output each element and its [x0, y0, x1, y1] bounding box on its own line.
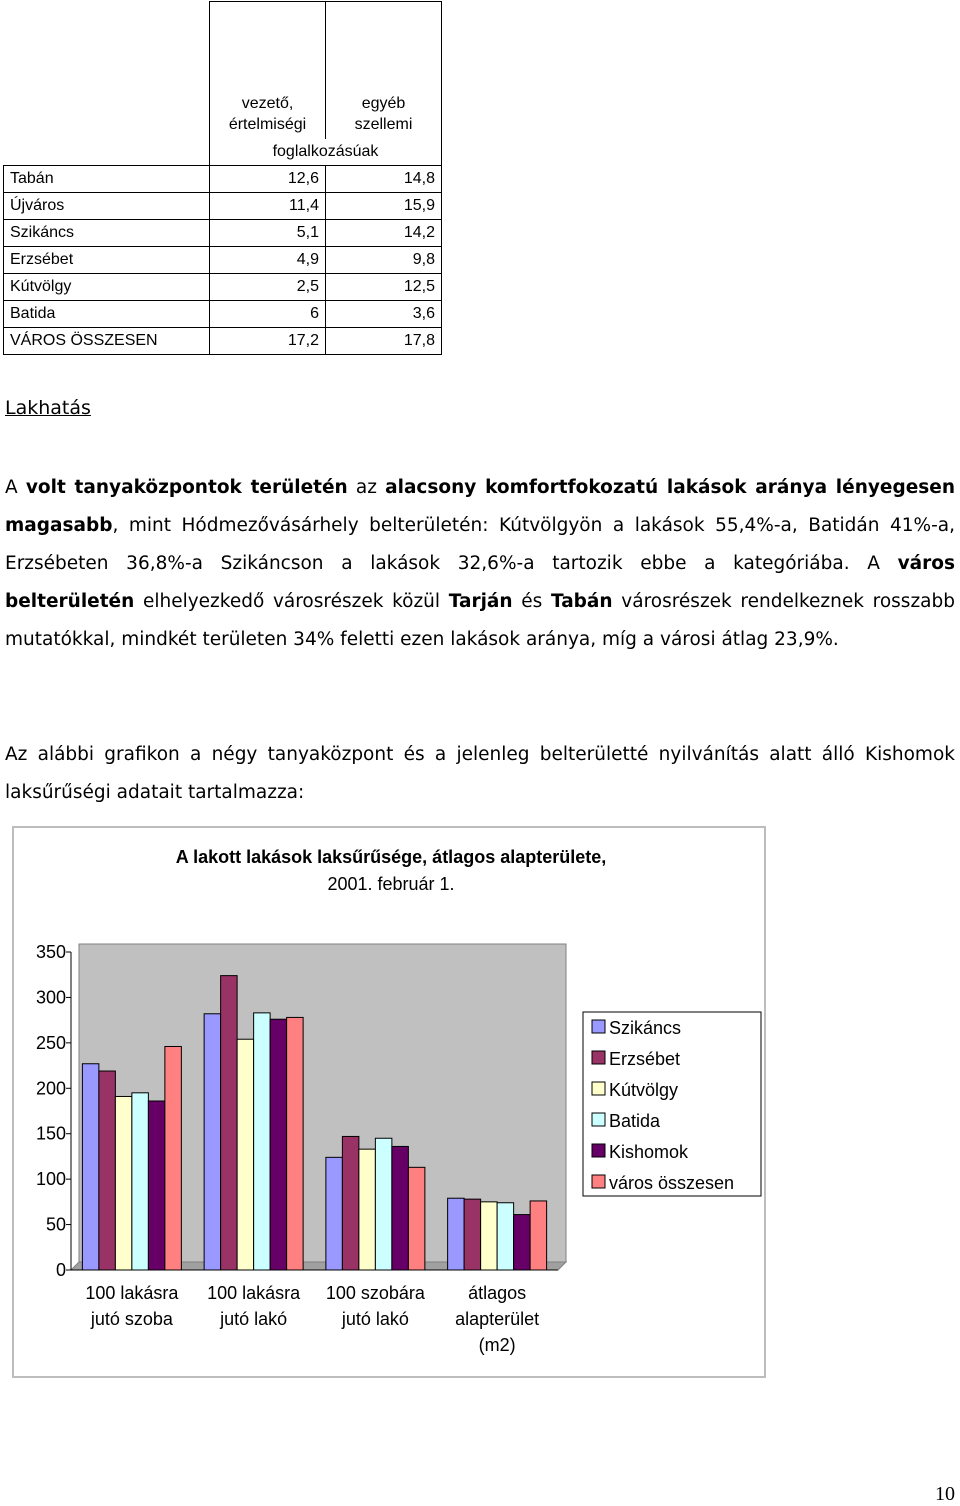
bold-text: Tarján	[448, 591, 513, 612]
x-category-label: átlagos alapterület (m2)	[455, 1283, 540, 1355]
bar-város-összesen	[408, 1167, 425, 1270]
row-name: Újváros	[4, 193, 210, 220]
bar-kútvölgy	[481, 1202, 498, 1270]
row-value-1: 17,2	[210, 328, 326, 355]
bar-kishomok	[392, 1146, 409, 1270]
text-run: A	[5, 477, 26, 498]
row-value-1: 4,9	[210, 247, 326, 274]
bar-erzsébet	[342, 1136, 359, 1270]
bar-batida	[375, 1138, 392, 1270]
y-tick-label: 150	[35, 1123, 66, 1144]
bar-város-összesen	[530, 1201, 547, 1270]
legend-swatch	[592, 1144, 605, 1157]
legend-label: Kishomok	[609, 1142, 689, 1162]
y-tick-label: 350	[35, 942, 66, 962]
row-name: VÁROS ÖSSZESEN	[4, 328, 210, 355]
row-value-2: 12,5	[326, 274, 442, 301]
y-tick-label: 250	[35, 1032, 66, 1053]
row-value-2: 14,2	[326, 220, 442, 247]
row-value-1: 6	[210, 301, 326, 328]
row-value-1: 11,4	[210, 193, 326, 220]
y-tick-label: 100	[35, 1169, 66, 1190]
legend-swatch	[592, 1082, 605, 1095]
section-heading: Lakhatás	[5, 397, 91, 419]
legend-label: város összesen	[609, 1173, 735, 1193]
x-category-label: 100 szobára jutó lakó	[325, 1283, 425, 1329]
row-value-1: 12,6	[210, 166, 326, 193]
header-cell-2: egyéb szellemi	[326, 2, 442, 139]
row-name: Tabán	[4, 166, 210, 193]
row-value-2: 17,8	[326, 328, 442, 355]
bar-batida	[132, 1093, 149, 1270]
bar-város-összesen	[287, 1017, 304, 1270]
row-value-2: 3,6	[326, 301, 442, 328]
bold-text: város belterületén	[5, 553, 955, 612]
text-run: városrészek rendelkeznek rosszabb mutatókkal, mindkét területen 34% feletti ezen lakások aránya, míg a városi átlag 23,9%.	[5, 591, 955, 650]
bar-kútvölgy	[359, 1149, 376, 1270]
page-number: 10	[935, 1483, 955, 1505]
bar-kishomok	[148, 1101, 165, 1270]
bar-kishomok	[514, 1215, 531, 1270]
legend-swatch	[592, 1020, 605, 1033]
bold-text: volt tanyaközpontok területén	[25, 477, 348, 498]
bar-batida	[497, 1203, 514, 1270]
y-tick-label: 200	[35, 1078, 66, 1099]
paragraph-chart-intro: Az alábbi grafikon a négy tanyaközpont és a jelenleg belterületté nyilvánítás alatt álló Kishomok laksűrűségi adatait tartalmazza:	[5, 744, 955, 803]
y-tick-label: 300	[35, 987, 66, 1008]
legend-label: Batida	[609, 1111, 661, 1131]
legend-label: Szikáncs	[609, 1018, 682, 1038]
text-run: , mint Hódmezővásárhely belterületén: Kútvölgyön a lakások 55,4%-a, Batidán 41%-a, Erzsébeten 36,8%-a Szikáncson a lakások 32,6%-a tartozik ebbe a kategóriába. A	[5, 515, 955, 574]
row-value-1: 5,1	[210, 220, 326, 247]
bar-erzsébet	[221, 976, 238, 1270]
bar-erzsébet	[464, 1199, 481, 1270]
bar-szikáncs	[204, 1014, 221, 1270]
row-value-1: 2,5	[210, 274, 326, 301]
bold-text: alacsony komfortfokozatú lakások aránya lényegesen magasabb	[5, 477, 955, 536]
bar-város-összesen	[165, 1046, 182, 1270]
row-name: Batida	[4, 301, 210, 328]
x-category-label: 100 lakásra jutó lakó	[207, 1283, 301, 1329]
bar-szikáncs	[448, 1198, 465, 1270]
row-value-2: 15,9	[326, 193, 442, 220]
legend-label: Kútvölgy	[609, 1080, 679, 1100]
text-run: az	[347, 477, 386, 498]
bar-erzsébet	[99, 1071, 116, 1270]
legend-label: Erzsébet	[609, 1049, 681, 1069]
bar-batida	[254, 1013, 271, 1270]
legend-swatch	[592, 1051, 605, 1064]
bold-text: Tabán	[550, 591, 613, 612]
legend-swatch	[592, 1175, 605, 1188]
text-run: elhelyezkedő városrészek közül	[134, 591, 449, 612]
bar-kútvölgy	[115, 1096, 132, 1270]
bar-szikáncs	[82, 1064, 99, 1270]
chart-subtitle: 2001. február 1.	[327, 874, 455, 894]
bar-kútvölgy	[237, 1039, 254, 1270]
y-tick-label: 50	[45, 1214, 66, 1235]
x-category-label: 100 lakásra jutó szoba	[85, 1283, 179, 1329]
bar-kishomok	[270, 1019, 287, 1270]
header-cell-1: vezető, értelmiségi	[210, 2, 326, 139]
legend-swatch	[592, 1113, 605, 1126]
header-span-cell: foglalkozásúak	[210, 139, 442, 166]
bar-szikáncs	[326, 1157, 343, 1270]
row-name: Kútvölgy	[4, 274, 210, 301]
row-name: Szikáncs	[4, 220, 210, 247]
y-tick-label: 0	[55, 1260, 66, 1280]
text-run: és	[512, 591, 551, 612]
chart-title-line: A lakott lakások laksűrűsége, átlagos alapterülete,	[175, 847, 607, 867]
row-name: Erzsébet	[4, 247, 210, 274]
legend-box	[583, 1012, 761, 1196]
row-value-2: 14,8	[326, 166, 442, 193]
row-value-2: 9,8	[326, 247, 442, 274]
